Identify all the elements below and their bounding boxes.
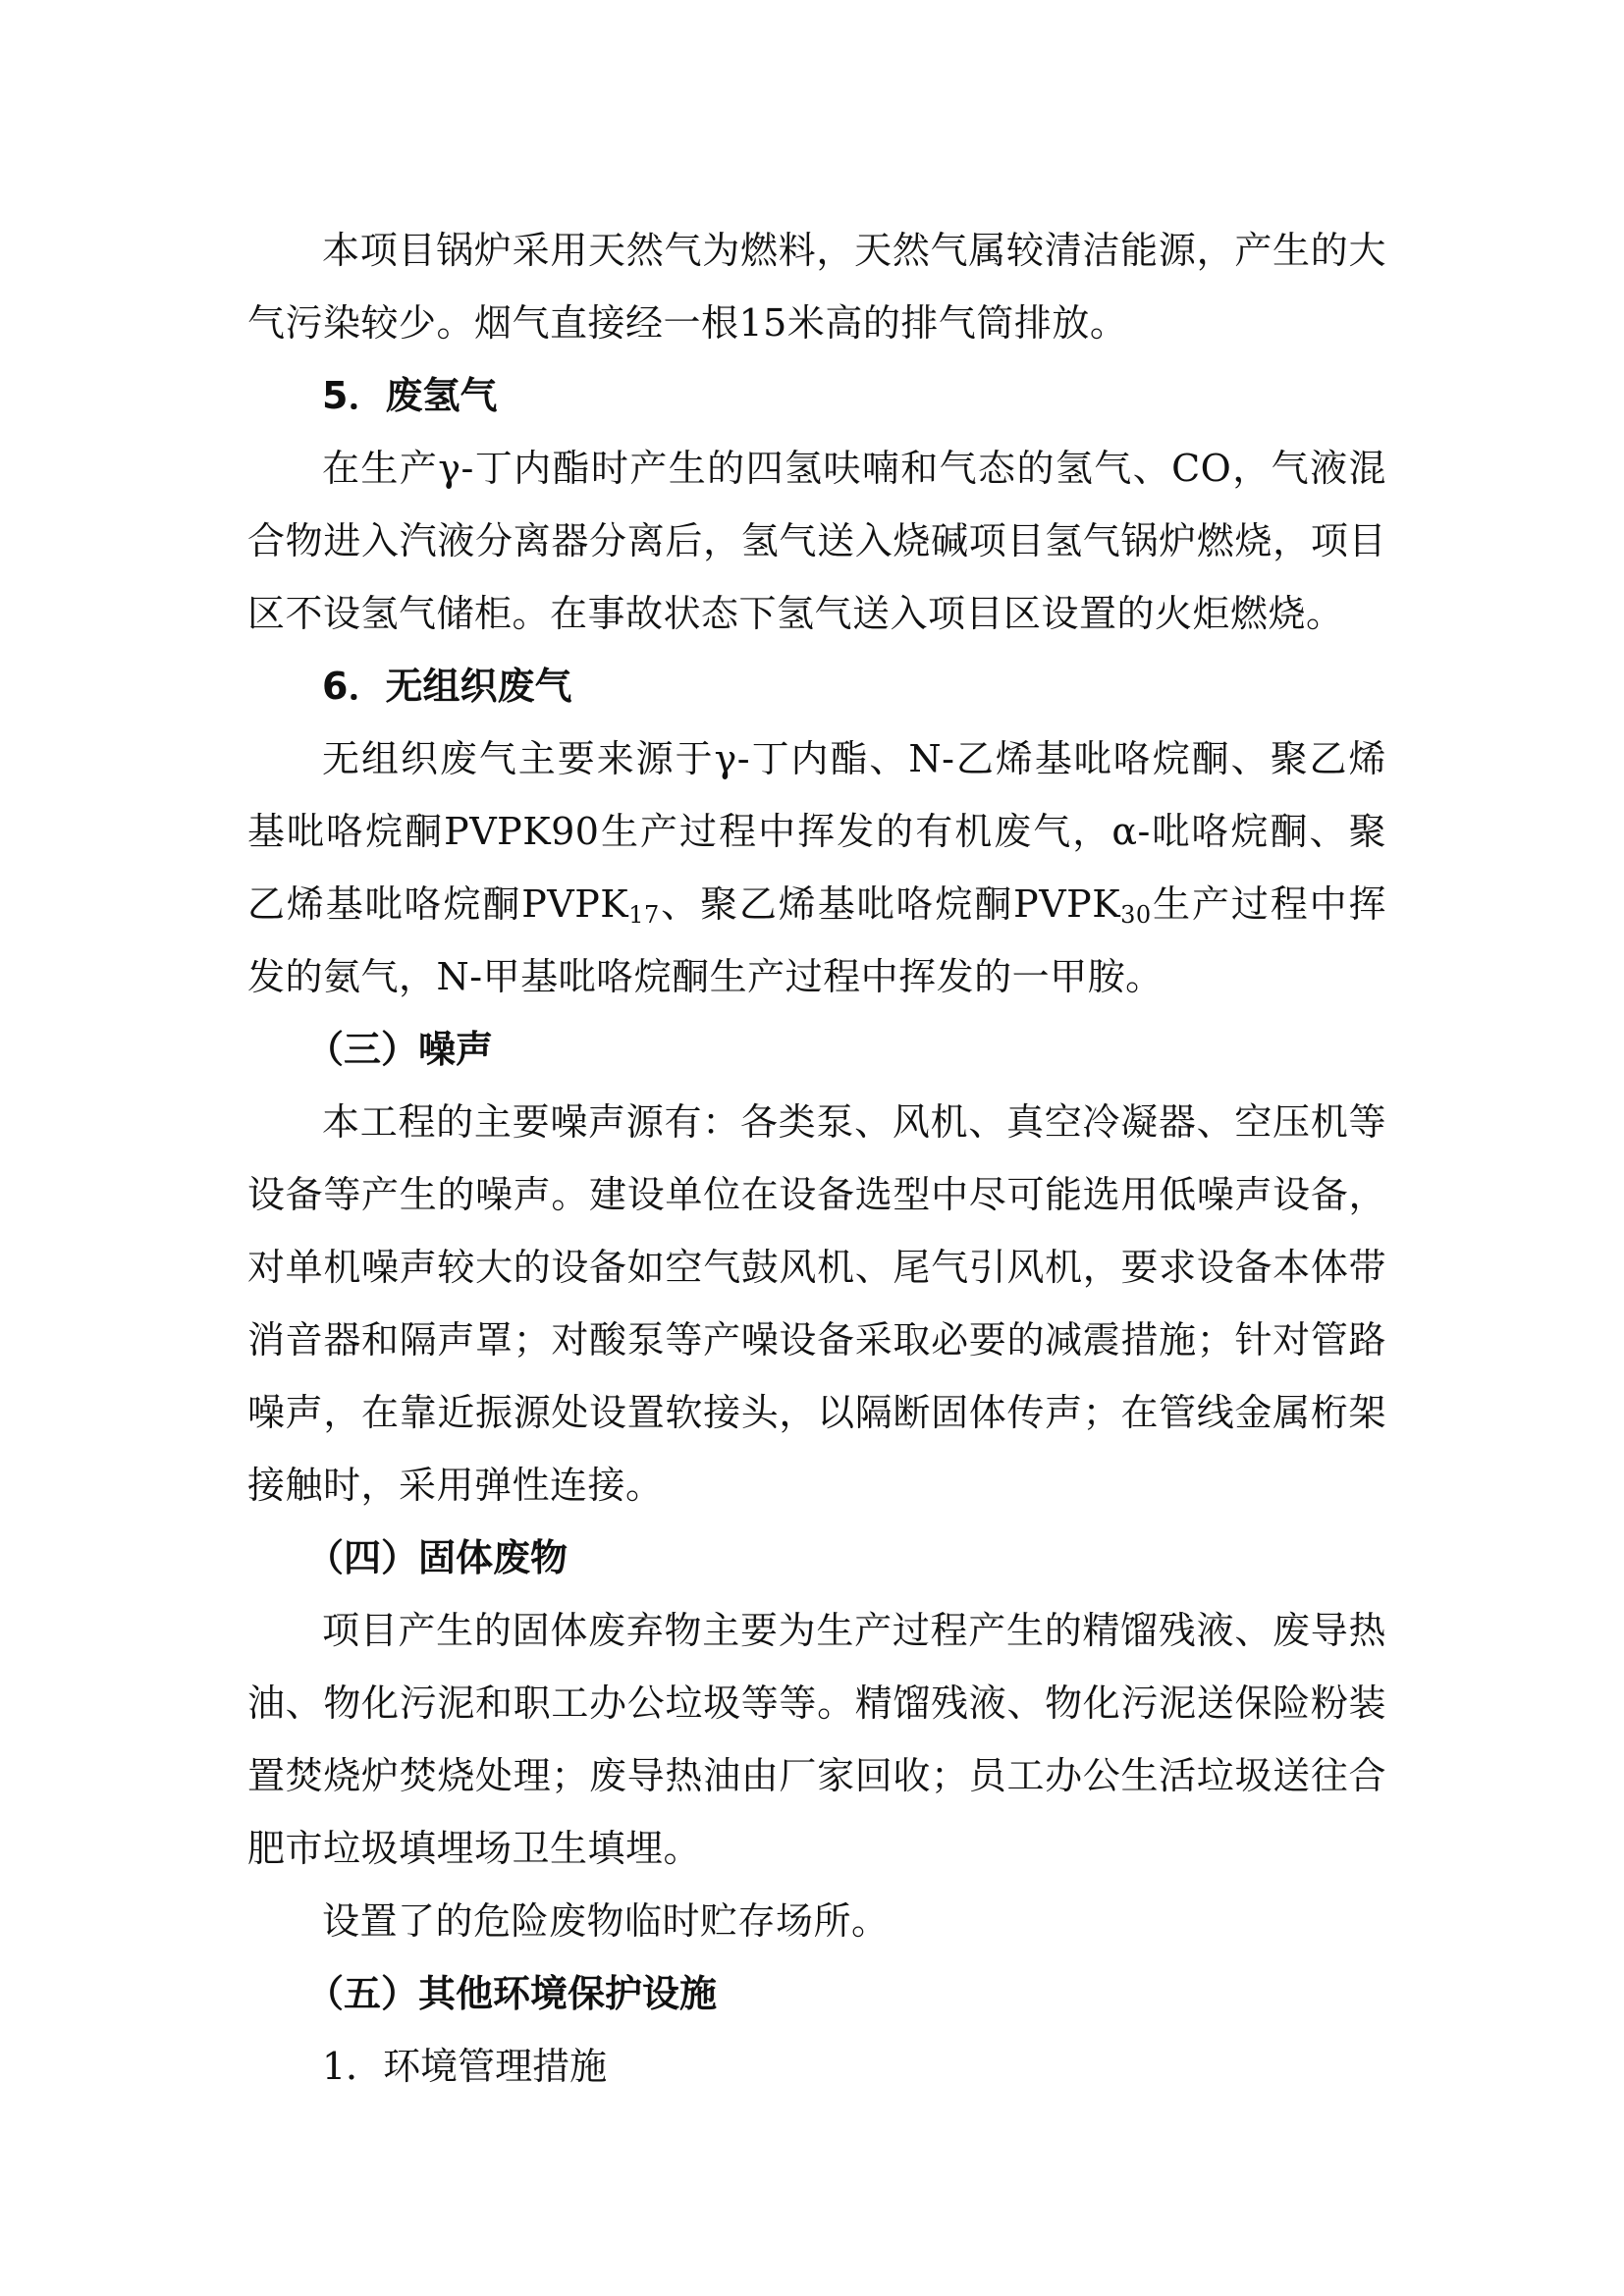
paragraph-waste-hydrogen: 在生产γ-丁内酯时产生的四氢呋喃和气态的氢气、CO，气液混合物进入汽液分离器分离后，氢气送入烧碱项目氢气锅炉燃烧，项目区不设氢气储柜。在事故状态下氢气送入项目区设置的火炬燃烧。 <box>247 447 1386 635</box>
heading-solid-waste: （四）固体废物 <box>306 1536 568 1579</box>
item-environment-management: 1．环境管理措施 <box>322 2045 608 2088</box>
paragraph-fugitive-gas <box>247 722 1386 1013</box>
heading-other-facilities: （五）其他环境保护设施 <box>306 1972 718 2015</box>
paragraph-boiler: 本项目锅炉采用天然气为燃料，天然气属较清洁能源，产生的大气污染较少。烟气直接经一根15米高的排气筒排放。 <box>247 229 1386 345</box>
paragraph-hazardous-storage: 设置了的危险废物临时贮存场所。 <box>322 1899 890 1943</box>
paragraph-noise: 本工程的主要噪声源有：各类泵、风机、真空冷凝器、空压机等设备等产生的噪声。建设单位在设备选型中尽可能选用低噪声设备，对单机噪声较大的设备如空气鼓风机、尾气引风机，要求设备本体带消音器和隔声罩；对酸泵等产噪设备采取必要的减震措施；针对管路噪声，在靠近振源处设置软接头，以隔断固体传声；在管线金属桁架接触时，采用弹性连接。 <box>247 1100 1386 1507</box>
subscript-17: 17 <box>628 901 660 929</box>
subscript-30: 30 <box>1120 901 1152 929</box>
fugitive-text-part-2: 、聚乙烯基吡咯烷酮PVPK <box>659 882 1121 926</box>
fugitive-text-part-1: 无组织废气主要来源于γ-丁内酯、N-乙烯基吡咯烷酮、聚乙烯基吡咯烷酮PVPK90生产过程中挥发的有机废气，α-吡咯烷酮、聚乙烯基吡咯烷酮PVPK <box>247 737 1386 926</box>
fugitive-text-part-3: 生产过程中挥发的氨气，N-甲基吡咯烷酮生产过程中挥发的一甲胺。 <box>247 882 1387 998</box>
paragraph-solid-waste: 项目产生的固体废弃物主要为生产过程产生的精馏残液、废导热油、物化污泥和职工办公垃圾等等。精馏残液、物化污泥送保险粉装置焚烧炉焚烧处理；废导热油由厂家回收；员工办公生活垃圾送往合肥市垃圾填埋场卫生填埋。 <box>247 1609 1386 1870</box>
document-body <box>247 214 1386 2103</box>
heading-waste-hydrogen: 5．废氢气 <box>322 374 498 417</box>
heading-noise: （三）噪声 <box>306 1028 494 1071</box>
heading-fugitive-gas: 6．无组织废气 <box>322 665 572 708</box>
